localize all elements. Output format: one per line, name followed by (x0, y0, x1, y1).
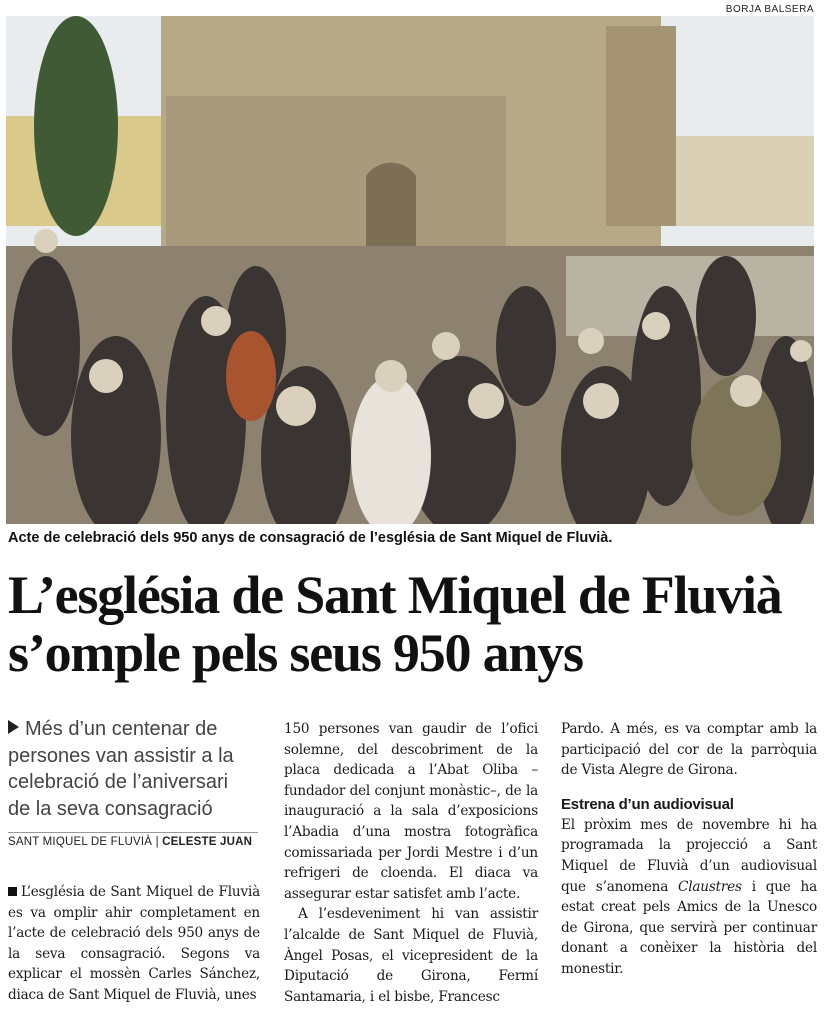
paragraph-2-continued: Pardo. A més, es va comptar amb la participació del cor de la parròquia de Vista Alegre de Girona. (561, 721, 817, 779)
byline-author: CELESTE JUAN (162, 836, 253, 848)
byline (8, 836, 252, 848)
paragraph-1 (8, 882, 260, 1006)
photo-caption: Acte de celebració dels 950 anys de consagració de l’església de Sant Miquel de Fluvià. (8, 530, 613, 546)
byline-separator: | (155, 836, 159, 848)
lead-summary (8, 716, 253, 822)
paragraph-1-text: L’església de Sant Miquel de Fluvià es va omplir ahir completament en l’acte de celebració dels 950 anys de la seva consagració. Segons va explicar el mossèn Carles Sánchez, diaca de Sant Miquel de Fluvià, unes (8, 884, 260, 1003)
triangle-bullet-icon (8, 720, 19, 734)
news-photo (6, 16, 814, 524)
paragraph-1-continued: 150 persones van gaudir de l’ofici solemne, del descobriment de la placa dedicada a l’Abat Oliba –fundador del conjunt monàstic–, de la inauguració a la sala d’exposicions l’Abadia d’una mostra fotogràfica comissariada per Jordi Mestre i d’un refrigeri de cloenda. El diaca va assegurar estar satisfet amb l’acte. (284, 721, 538, 902)
byline-divider (8, 832, 258, 833)
paragraph-3: El pròxim mes de novembre hi ha programada la projecció a Sant Miquel de Fluvià d’un audiovisual que s’anomena Claustres i que ha estat creat pels Amics de la Unesco de Girona, que servirà per continuar donant a conèixer la història del monestir. (561, 816, 817, 977)
square-bullet-icon (8, 887, 17, 896)
article-column-1 (8, 882, 260, 1006)
article-column-2 (284, 719, 538, 1007)
lead-text: Més d’un centenar de persones van assistir a la celebració de l’aniversari de la seva consagració (8, 718, 234, 820)
photo-credit: BORJA BALSERA (725, 4, 814, 15)
subheading: Estrena d’un audiovisual (561, 795, 734, 813)
audiovisual-title: Claustres (678, 878, 742, 895)
paragraph-2: A l’esdeveniment hi van assistir l’alcalde de Sant Miquel de Fluvià, Àngel Posas, el vicepresident de la Diputació de Girona, Fermí Santamaria, i el bisbe, Francesc (284, 906, 538, 1005)
byline-location: SANT MIQUEL DE FLUVIÀ (8, 836, 153, 848)
headline: L’església de Sant Miquel de Fluvià s’omple pels seus 950 anys (8, 565, 782, 683)
article-column-3 (561, 719, 817, 980)
